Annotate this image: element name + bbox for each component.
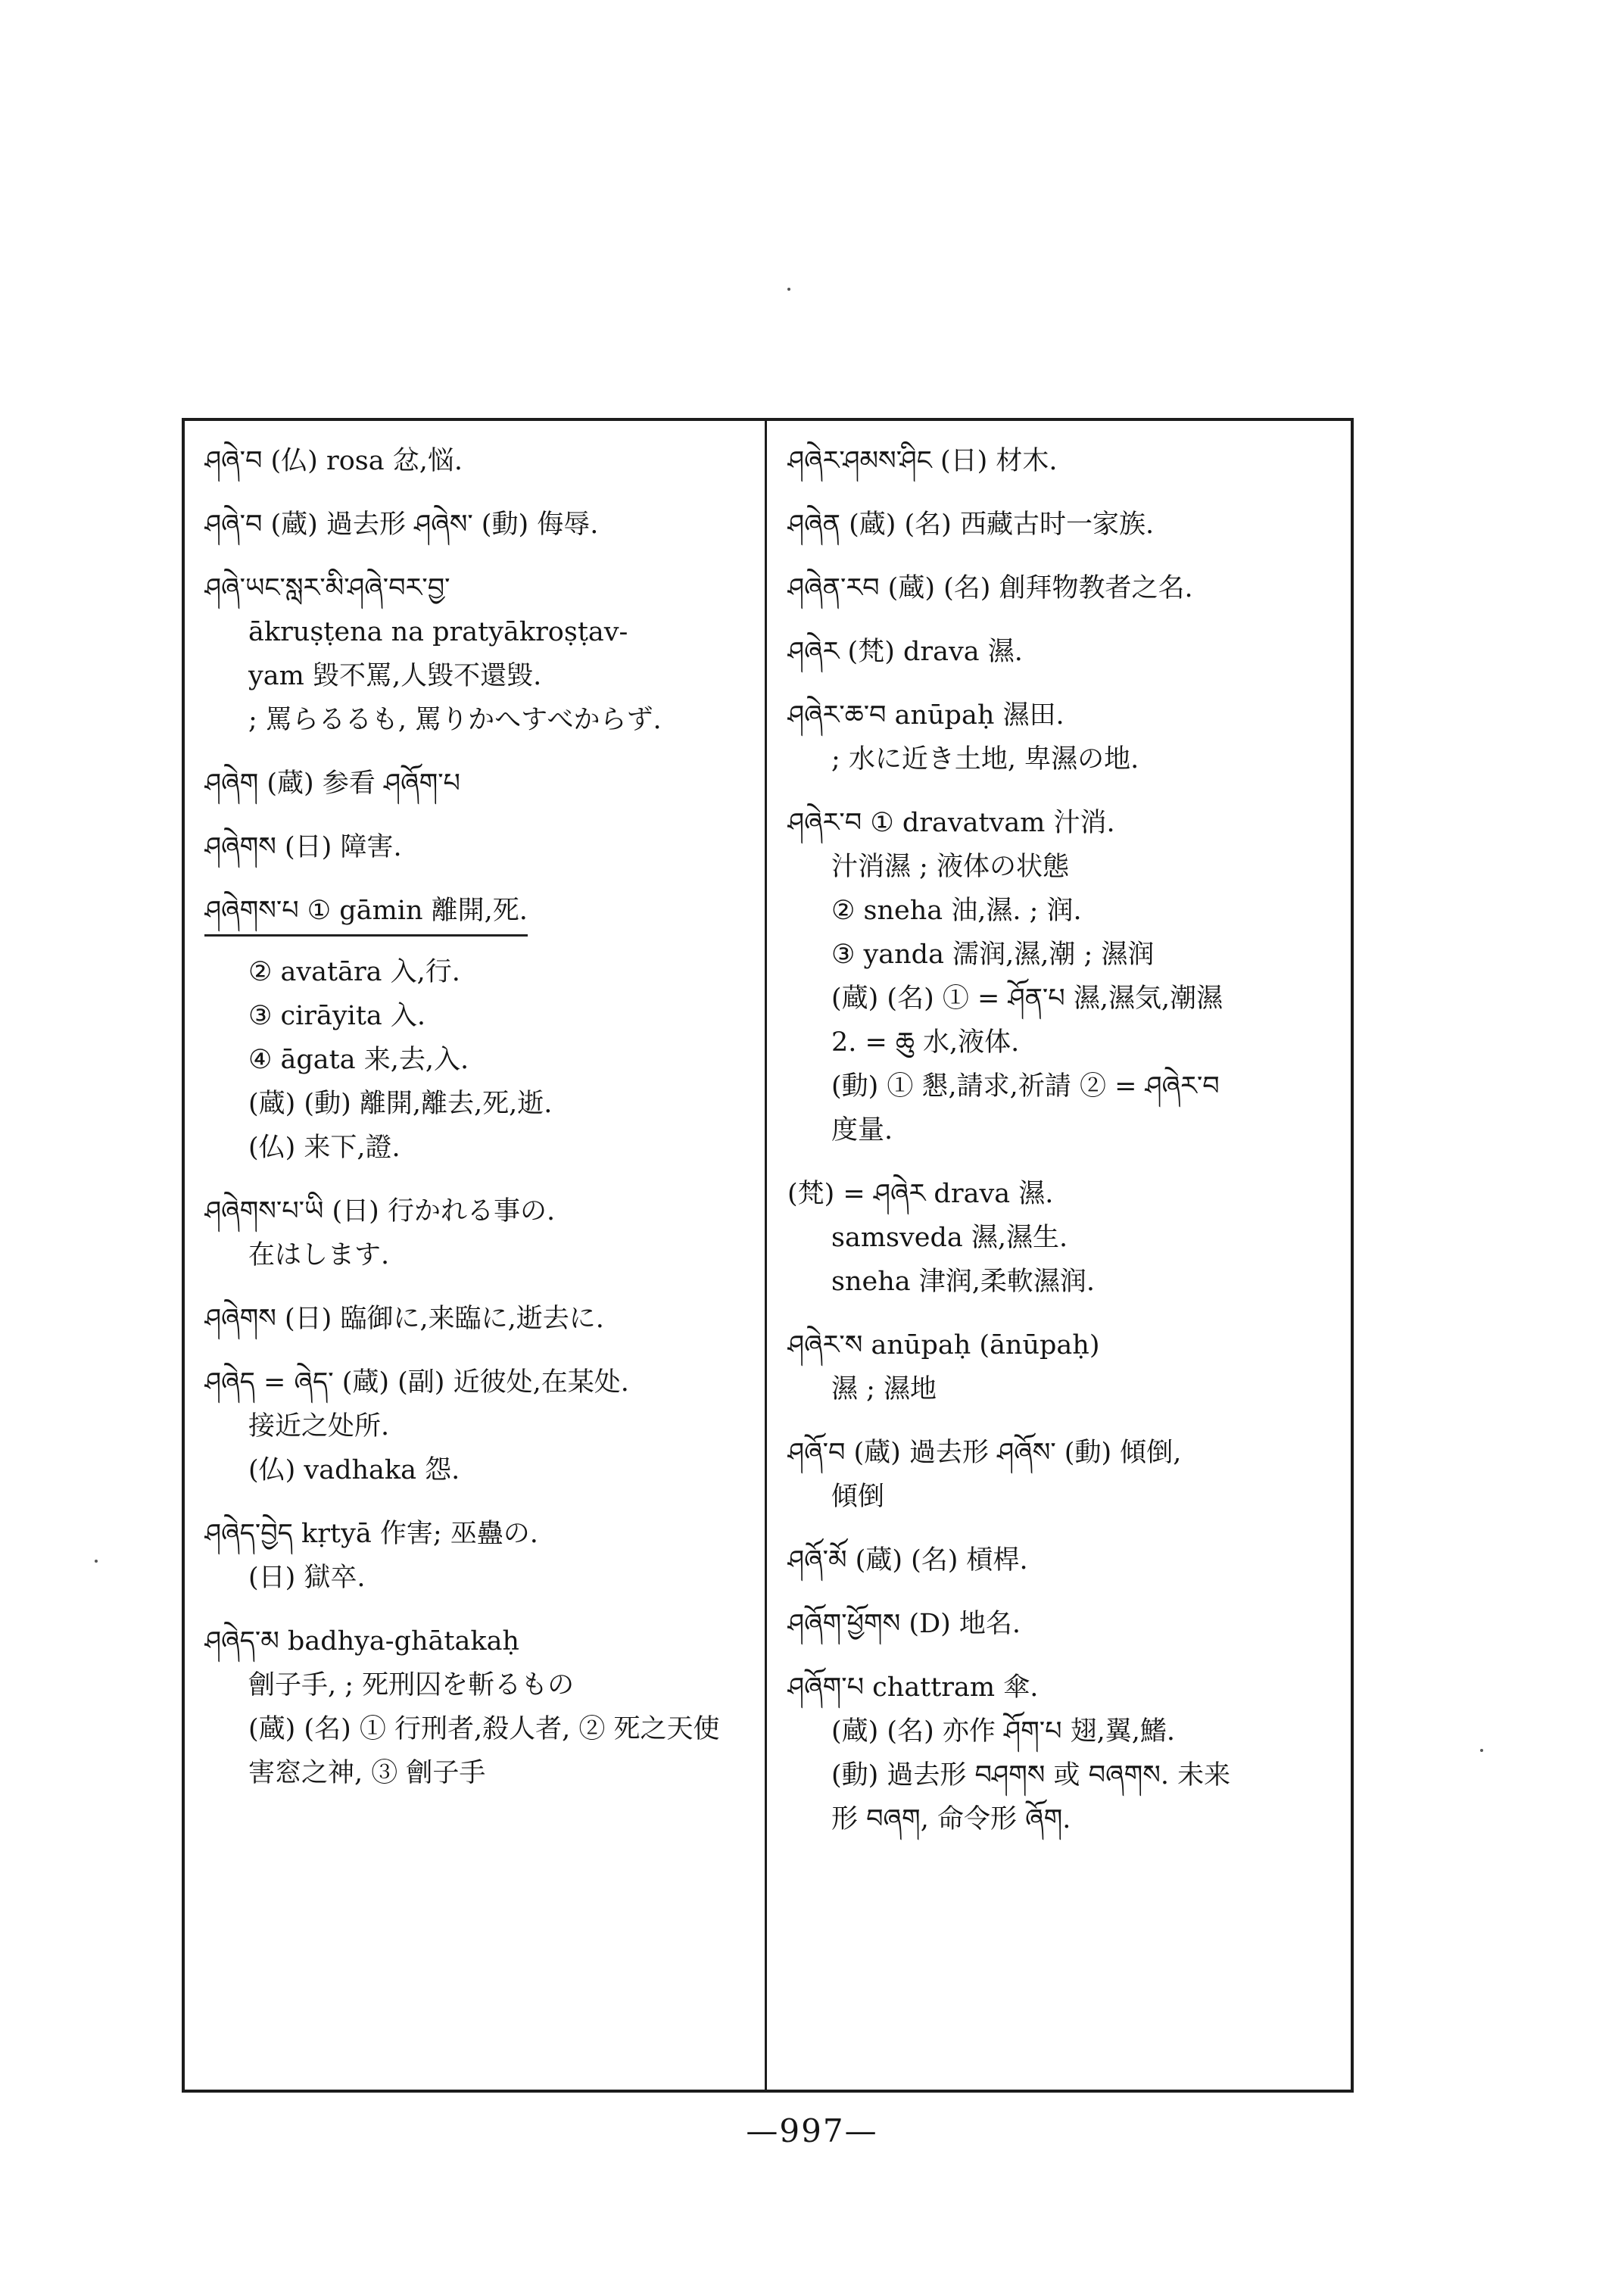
dictionary-entry — [787, 1666, 1333, 1841]
entry-definition-line: sneha 津润,柔軟濕润. — [831, 1267, 1096, 1297]
entry-definition-line: 度量. — [831, 1115, 893, 1145]
dictionary-entry — [787, 439, 1333, 483]
dictionary-entry — [204, 889, 750, 1170]
entry-definition-line: ④ āgata 来,去,入. — [248, 1045, 469, 1075]
entry-definition-line: samsveda 濕,濕生. — [831, 1223, 1068, 1253]
dictionary-entry — [787, 566, 1333, 610]
dictionary-entry — [787, 1602, 1333, 1646]
dictionary-entry — [204, 1512, 750, 1600]
dictionary-entry — [787, 503, 1333, 547]
entry-headword-line: ཤཞེ་བ (仏) rosa 忿,悩. — [204, 446, 463, 476]
dictionary-entry — [787, 801, 1333, 1152]
scan-speck — [95, 1560, 98, 1563]
entry-headword-line: ཤཞོག་ཕྱོགས (D) 地名. — [787, 1609, 1021, 1639]
dictionary-entry — [204, 1619, 750, 1795]
entry-headword-line: ཤཞོ་བ (蔵) 過去形 ཤཞོས་ (動) 傾倒, — [787, 1438, 1182, 1468]
dictionary-entry — [787, 1172, 1333, 1304]
entry-headword-line: ཤཞོག་པ chattram 傘. — [787, 1672, 1039, 1703]
column-divider — [765, 418, 767, 2093]
entry-headword-line: ཤཞེན (蔵) (名) 西藏古时一家族. — [787, 510, 1155, 540]
dictionary-entry — [204, 1189, 750, 1277]
entry-definition-line: (動) 過去形 བཤགས 或 བཞགས. 未来 — [831, 1760, 1231, 1791]
entry-definition-line: ② avatāra 入,行. — [248, 957, 460, 987]
entry-definition-line: 在はします. — [248, 1240, 390, 1270]
entry-definition-line: (蔵) (名) ① = ཤོན་པ 濕,濕気,潮濕 — [831, 983, 1223, 1014]
entry-headword-line: ཤཞེ་ཡང་སླར་མི་ཤཞེ་བར་བྱ་ — [204, 573, 450, 603]
entry-definition-line: yam 毀不罵,人毀不還毀. — [248, 661, 542, 691]
dictionary-entry — [204, 762, 750, 806]
entry-headword-line: ཤཞེད་མ badhya-ghātakaḥ — [204, 1626, 519, 1657]
entry-headword-line: ཤཞེར་ཤམས་ཤིང (日) 材木. — [787, 446, 1058, 476]
entry-definition-line: ② sneha 油,濕. ; 润. — [831, 896, 1082, 926]
entry-definition-line: (日) 獄卒. — [248, 1563, 366, 1593]
entry-definition-line: (蔵) (動) 離開,離去,死,逝. — [248, 1089, 553, 1119]
entry-headword-line: ཤཞོ་མོ (蔵) (名) 槓桿. — [787, 1545, 1028, 1576]
scan-speck — [787, 288, 790, 291]
entry-definition-line: 濕 ; 濕地 — [831, 1374, 937, 1404]
dictionary-entry — [787, 1323, 1333, 1411]
entry-definition-line: (仏) 来下,證. — [248, 1133, 401, 1163]
entry-definition-line: 傾倒 — [831, 1482, 885, 1512]
entry-definition-line: ③ cirāyita 入. — [248, 1001, 426, 1031]
dictionary-entry — [787, 1431, 1333, 1519]
dictionary-entry — [787, 630, 1333, 674]
dictionary-entry — [787, 693, 1333, 781]
scan-speck — [1480, 1749, 1483, 1752]
entry-definition-line: 2. = ཆུ 水,液体. — [831, 1027, 1020, 1058]
entry-headword-line: ཤཞེག (蔵) 参看 ཤཞོག་པ — [204, 768, 460, 799]
dictionary-entry — [204, 566, 750, 742]
entry-definition-line: ; 水に近き土地, 卑濕の地. — [831, 744, 1139, 775]
entry-definition-line: (仏) vadhaka 怨. — [248, 1455, 460, 1485]
page-number: —997— — [746, 2112, 878, 2149]
dictionary-entry — [204, 825, 750, 869]
entry-headword-line: ཤཞེགས (日) 臨御に,来臨に,逝去に. — [204, 1304, 604, 1334]
entry-definition-line: 形 བཞག, 命令形 ཞོག. — [831, 1804, 1071, 1834]
entry-headword-line: ཤཞེན་རབ (蔵) (名) 創拜物教者之名. — [787, 573, 1193, 603]
dictionary-entry — [204, 1361, 750, 1492]
entry-definition-line: (蔵) (名) 亦作 ཤོག་པ 翅,翼,鰭. — [831, 1716, 1176, 1747]
entry-definition-line: 汁消濕 ; 液体の状態 — [831, 852, 1070, 882]
entry-headword-line: ཤཞེ་བ (蔵) 過去形 ཤཞེས་ (動) 侮辱. — [204, 510, 599, 540]
entry-headword-line: ཤཞེར་ཆ་བ anūpaḥ 濕田. — [787, 700, 1064, 731]
entry-definition-line: 害窓之神, ③ 劊子手 — [248, 1758, 486, 1788]
entry-definition-line: (動) ① 懇,請求,祈請 ② = ཤཞེར་བ — [831, 1071, 1220, 1102]
entry-headword-line: ཤཞེར་བ ① dravatvam 汁消. — [787, 808, 1115, 838]
entry-headword-line: ཤཞེར་ས anūpaḥ (ānūpaḥ) — [787, 1330, 1100, 1361]
entry-definition-line: 接近之处所. — [248, 1411, 390, 1442]
entry-definition-line: (蔵) (名) ① 行刑者,殺人者, ② 死之天使 — [248, 1714, 720, 1744]
entry-headword-line: ཤཞེད = ཞེད་ (蔵) (副) 近彼处,在某处. — [204, 1367, 629, 1398]
dictionary-entry — [204, 1297, 750, 1341]
entry-headword-line: ཤཞེགས་པ ① gāmin 離開,死. — [204, 889, 528, 937]
entry-definition-line: 劊子手, ; 死刑囚を斬るもの — [248, 1670, 575, 1700]
entry-definition-line: ③ yanda 濡润,濕,潮 ; 濕润 — [831, 940, 1155, 970]
entry-headword-line: ཤཞེགས་པ་ཡི (日) 行かれる事の. — [204, 1196, 556, 1226]
entry-headword-line: (梵) = ཤཞེར drava 濕. — [787, 1179, 1054, 1209]
entry-headword-line: ཤཞེགས (日) 障害. — [204, 832, 402, 862]
left-column — [204, 439, 750, 2082]
entry-definition-line: ; 罵らるるも, 罵りかへすべからず. — [248, 705, 662, 735]
dictionary-entry — [204, 503, 750, 547]
entry-headword-line: ཤཞེད་བྱེད kṛtyā 作害; 巫蠱の. — [204, 1519, 538, 1549]
entry-headword-line: ཤཞེར (梵) drava 濕. — [787, 637, 1023, 667]
dictionary-entry — [787, 1538, 1333, 1582]
dictionary-entry — [204, 439, 750, 483]
entry-definition-line: ākruṣṭena na pratyākroṣṭav- — [248, 617, 628, 647]
right-column — [787, 439, 1333, 2082]
